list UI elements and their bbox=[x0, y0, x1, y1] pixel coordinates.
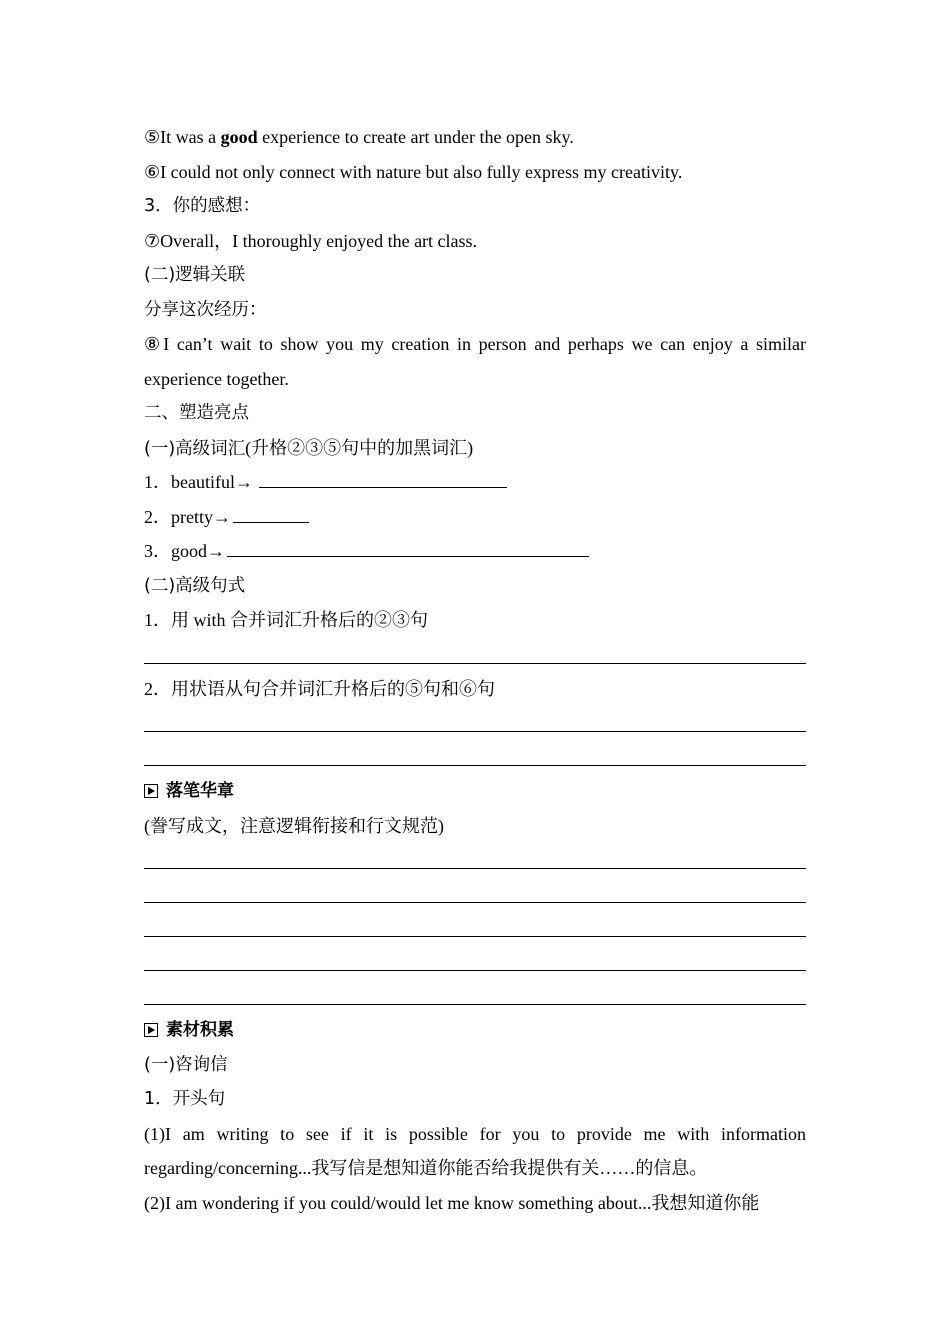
play-triangle-icon bbox=[144, 784, 158, 798]
section-material: 素材积累 bbox=[144, 1013, 806, 1048]
document-page bbox=[144, 120, 806, 1220]
writing-line-2[interactable] bbox=[144, 877, 806, 911]
answer-blank-good[interactable] bbox=[227, 536, 589, 557]
material-paragraph-2: (2)I am wondering if you could/would let me know something about...我想知道你能 bbox=[144, 1192, 760, 1213]
sentence-6: ⑥I could not only connect with nature but also fully express my creativity. bbox=[144, 161, 683, 182]
answer-line-q2-a[interactable] bbox=[144, 706, 806, 740]
answer-blank-pretty[interactable] bbox=[233, 502, 309, 523]
writing-line-3[interactable] bbox=[144, 911, 806, 945]
heading-sentence-patterns: (二)高级句式 bbox=[144, 575, 246, 596]
vocab-item-pretty: 2．pretty→ bbox=[144, 500, 806, 535]
vocab-item-good: 3．good→ bbox=[144, 534, 806, 569]
bold-word-good: good bbox=[220, 127, 258, 147]
heading-opening: 1．开头句 bbox=[144, 1089, 226, 1109]
answer-line-q2-b[interactable] bbox=[144, 740, 806, 774]
sentence-8: ⑧I can’t wait to show you my creation in person and perhaps we can enjoy a similar experience together. bbox=[144, 334, 806, 389]
question-1: 1．用 with 合并词汇升格后的②③句 bbox=[144, 610, 428, 630]
writing-note: (誊写成文，注意逻辑衔接和行文规范) bbox=[144, 815, 444, 836]
heading-feelings: 3．你的感想： bbox=[144, 196, 261, 216]
answer-line-q1[interactable] bbox=[144, 638, 806, 672]
vocab-heading bbox=[144, 431, 806, 466]
vocab-title: (一)高级词汇 bbox=[144, 438, 246, 459]
material-paragraph-1: (1)I am writing to see if it is possible for you to provide me with information regarding/concerning...我写信是想知道你能否给我提供有关……的信息。 bbox=[144, 1123, 806, 1178]
vocab-note: (升格②③⑤句中的加黑词汇) bbox=[245, 437, 474, 458]
writing-line-5[interactable] bbox=[144, 979, 806, 1013]
heading-highlight: 二、塑造亮点 bbox=[144, 403, 249, 423]
writing-line-4[interactable] bbox=[144, 945, 806, 979]
heading-logic: (二)逻辑关联 bbox=[144, 265, 246, 285]
heading-share: 分享这次经历： bbox=[144, 299, 267, 320]
vocab-item-beautiful: 1．beautiful→ bbox=[144, 465, 806, 500]
sentence-7: ⑦Overall，I thoroughly enjoyed the art class. bbox=[144, 230, 478, 251]
play-triangle-icon bbox=[144, 1023, 158, 1037]
writing-line-1[interactable] bbox=[144, 843, 806, 877]
heading-inquiry-letter: (一)咨询信 bbox=[144, 1054, 228, 1075]
sentence-5: ⑤It was a good experience to create art under the open sky. bbox=[144, 127, 574, 147]
question-2: 2．用状语从句合并词汇升格后的⑤句和⑥句 bbox=[144, 678, 495, 699]
answer-blank-beautiful[interactable] bbox=[259, 467, 507, 488]
section-writing: 落笔华章 bbox=[144, 774, 806, 809]
